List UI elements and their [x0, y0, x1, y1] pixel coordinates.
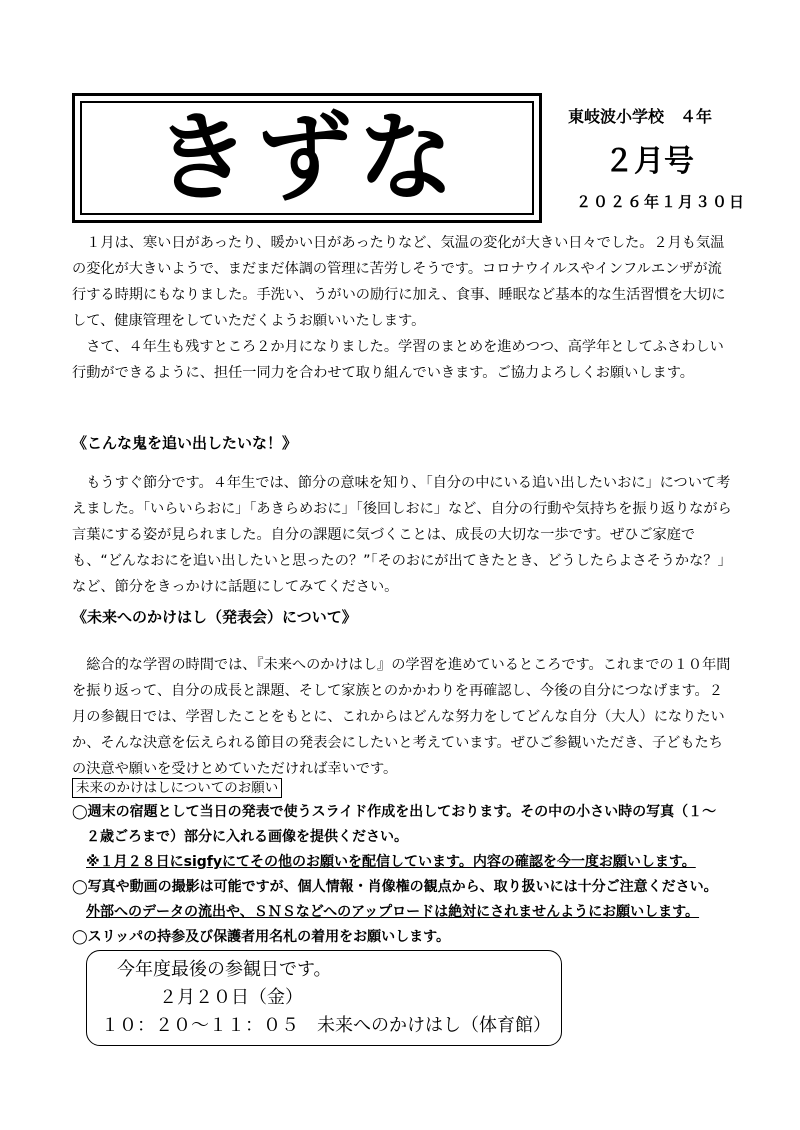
event-notice-box — [86, 950, 562, 1046]
request-label: 未来のかけはしについてのお願い — [72, 778, 282, 798]
request-bullet-3: ◯スリッパの持参及び保護者用名札の着用をお願いします。 — [72, 929, 450, 945]
section-body-presentation: 総合的な学習の時間では、『未来へのかけはし』の学習を進めているところです。これまでの１０年間を振り返って、自分の成長と課題、そして家族とのかかわりを再確認し、今後の自分につなげます。２月の参観日では、学習したことをもとに、これからはどんな努力をしてどんな自分（大人）になりたいか、そんな決意を伝えられる節目の発表会にしたいと考えています。ぜひご参観いただき、子どもたちの決意や願いを受けとめていただければ幸いです。 — [72, 657, 731, 777]
issue-date: ２０２６年１月３０日 — [576, 193, 747, 211]
event-date: ２月２０日（金） — [159, 987, 303, 1008]
school-grade: 東岐波小学校 ４年 — [568, 107, 713, 126]
section-body-oni: もうすぐ節分です。４年生では、節分の意味を知り、「自分の中にいる追い出したいおに」について考えました。「いらいらおに」「あきらめおに」「後回しおに」など、自分の行動や気持ちを振り返りながら言葉にする姿が見られました。自分の課題に気づくことは、成長の大切な一歩です。ぜひご家庭でも、“どんなおにを追い出したいと思ったの？”「そのおにが出てきたとき、どうしたらよさそうかな？」など、節分をきっかけに話題にしてみてください。 — [72, 475, 732, 595]
request-bullet-2-line-1: ◯写真や動画の撮影は可能ですが、個人情報・肖像権の観点から、取り扱いには十分ご注意ください。 — [72, 879, 718, 895]
title-frame — [72, 93, 542, 223]
request-bullet-1-note: ※１月２８日にsigfyにてその他のお願いを配信しています。内容の確認を今一度お願いします。 — [86, 854, 696, 870]
request-bullet-2-line-2: 外部へのデータの流出や、ＳＮＳなどへのアップロードは絶対にされませんようにお願いします。 — [86, 904, 700, 920]
section-heading-oni: 《こんな鬼を追い出したいな！》 — [72, 434, 298, 452]
request-bullet-1-line-1: ◯週末の宿題として当日の発表で使うスライド作成を出しております。その中の小さい時の写真（１～ — [72, 804, 717, 820]
event-time-title: １０：２０～１１：０５ 未来へのかけはし（体育館） — [101, 1015, 551, 1036]
event-notice-intro: 今年度最後の参観日です。 — [117, 959, 332, 980]
request-bullet-1-line-2: ２歳ごろまで）部分に入れる画像を提供ください。 — [72, 829, 408, 845]
newsletter-title: きずな — [154, 102, 460, 214]
intro-paragraph-1: １月は、寒い日があったり、暖かい日があったりなど、気温の変化が大きい日々でした。２月も気温の変化が大きいようで、まだまだ体調の管理に苦労しそうです。コロナウイルスやインフルエンザが流行する時期にもなりました。手洗い、うがいの励行に加え、食事、睡眠など基本的な生活習慣を大切にして、健康管理をしていただくようお願いいたします。 — [72, 235, 726, 329]
section-heading-presentation: 《未来へのかけはし（発表会）について》 — [72, 608, 357, 626]
issue-number: ２月号 — [604, 144, 694, 179]
title-inner-frame — [80, 101, 534, 215]
intro-paragraph-2: さて、４年生も残すところ２か月になりました。学習のまとめを進めつつ、高学年としてふさわしい行動ができるように、担任一同力を合わせて取り組んでいきます。ご協力よろしくお願いします。 — [72, 339, 724, 381]
